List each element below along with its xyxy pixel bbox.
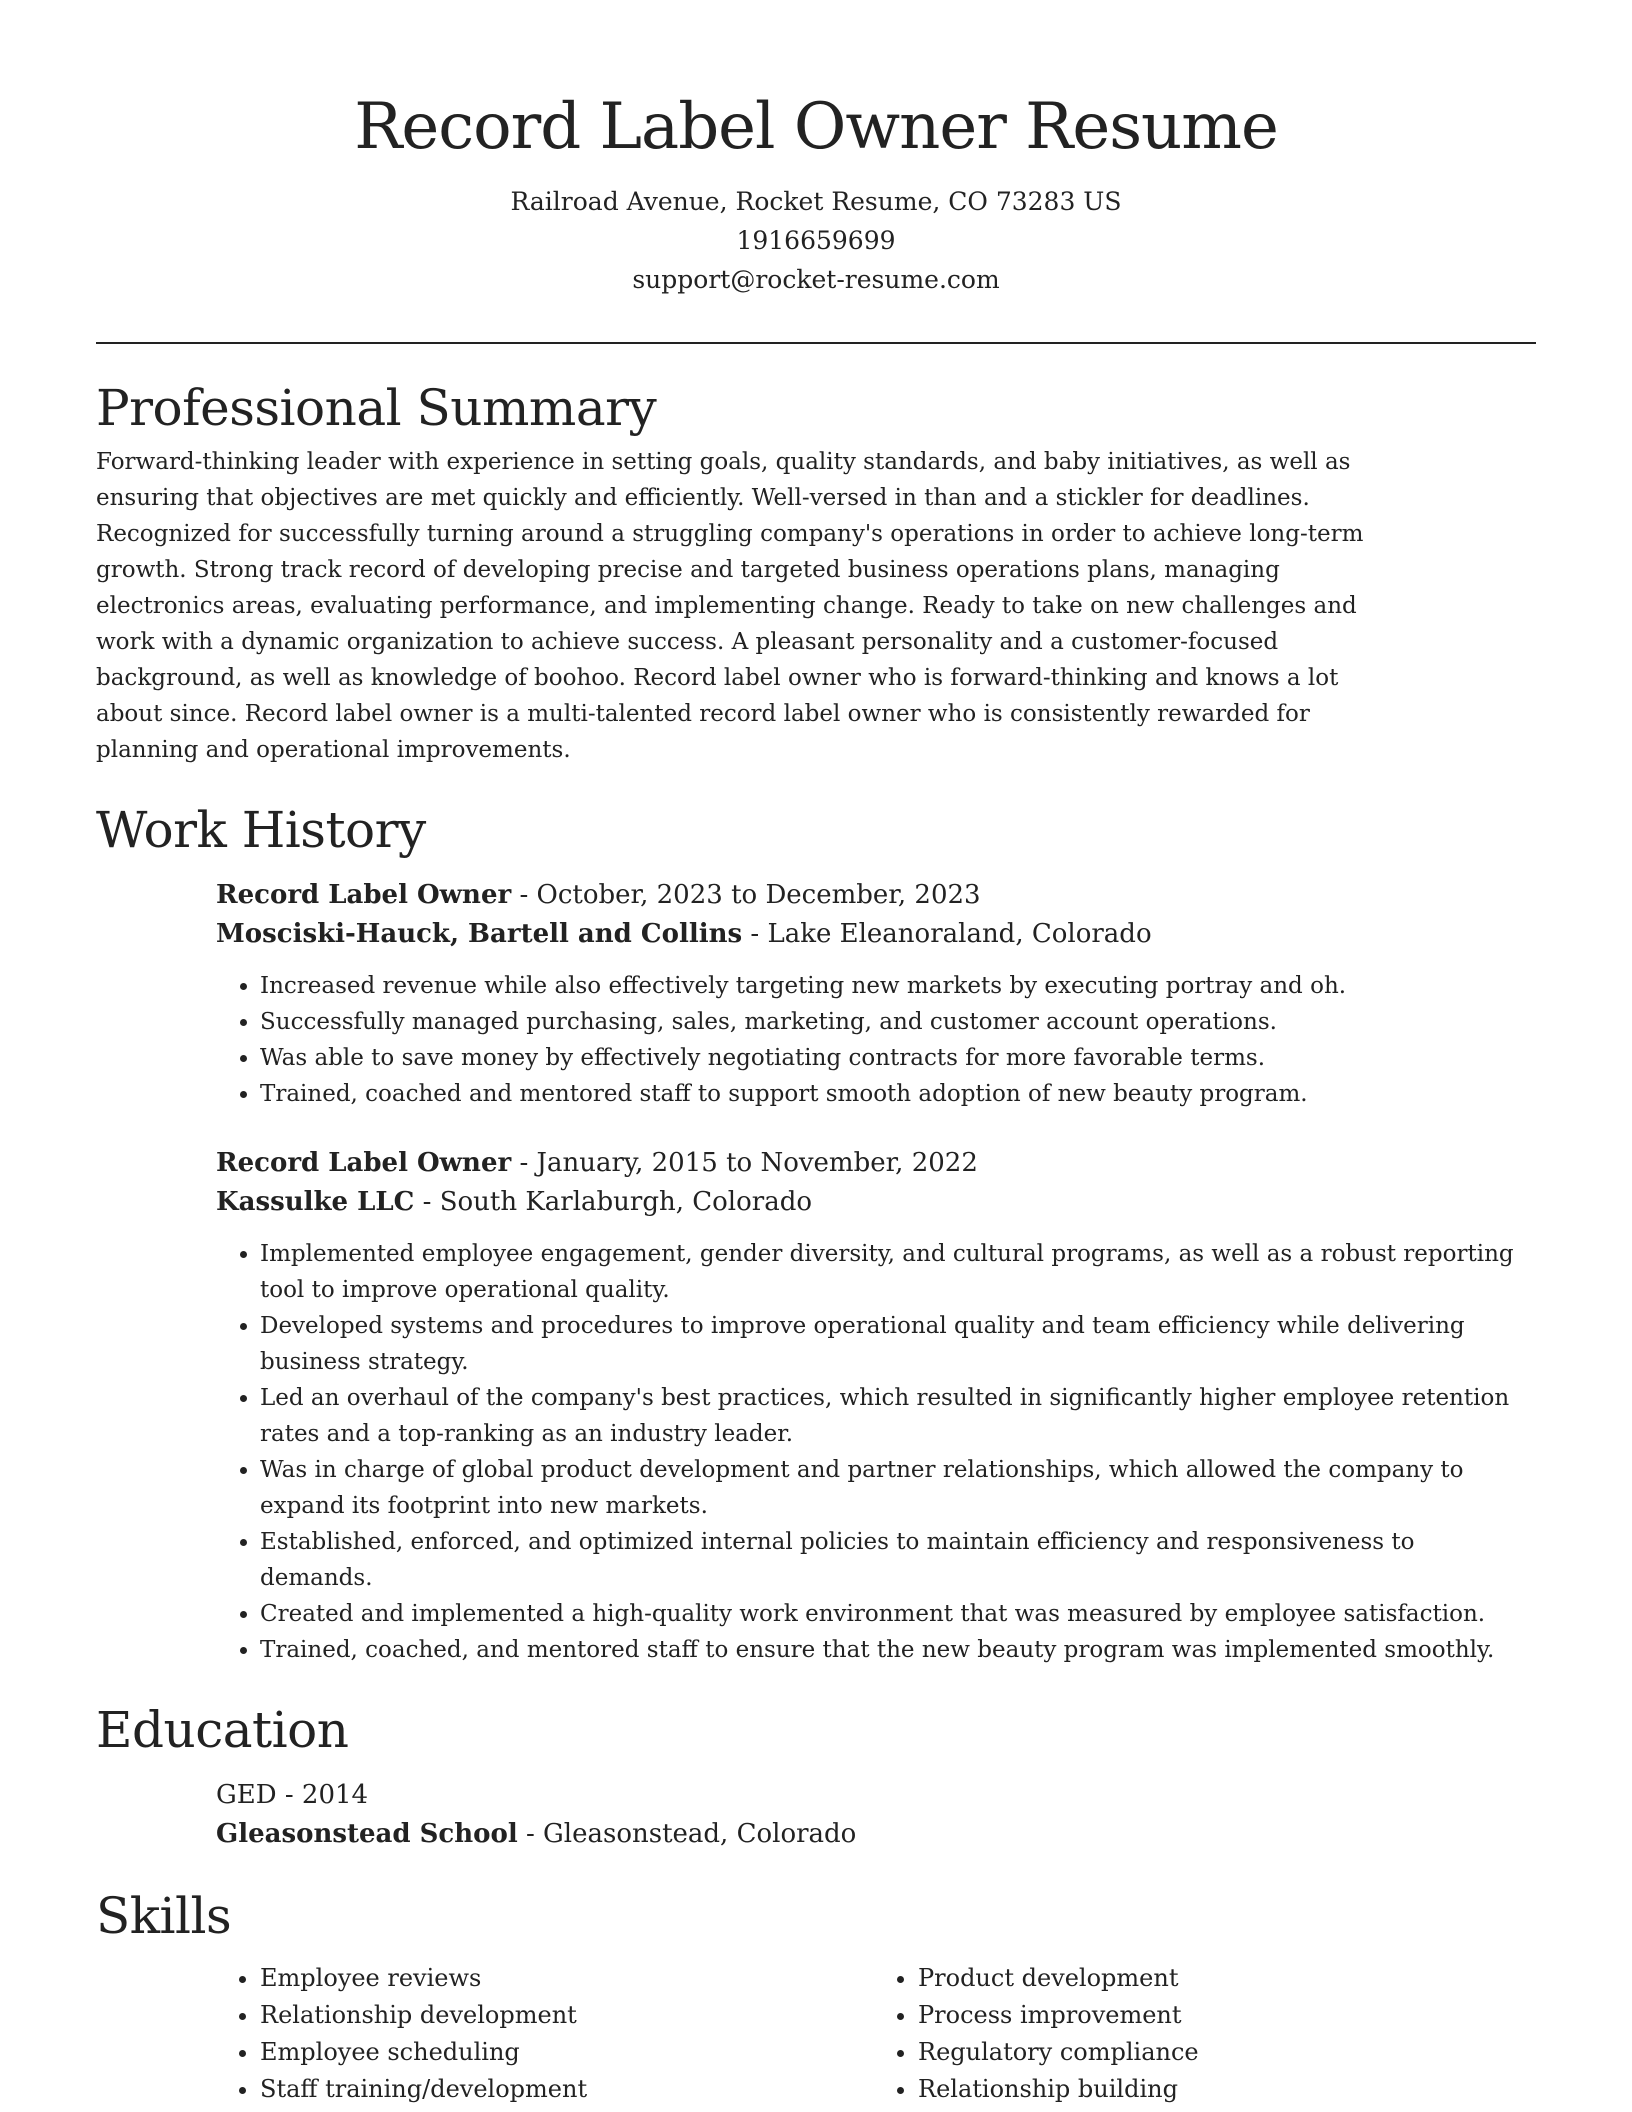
skills-section bbox=[96, 1880, 1536, 2108]
skill-item: • Relationship development bbox=[260, 1997, 874, 2034]
job-location: - South Karlaburgh, Colorado bbox=[414, 1187, 813, 1217]
job-bullet: • Created and implemented a high-quality work environment that was measured by employee satisfaction. bbox=[260, 1596, 1532, 1632]
skills-list bbox=[216, 1960, 1532, 2108]
skill-item: • Regulatory compliance bbox=[918, 2034, 1532, 2071]
job-bullet: • Established, enforced, and optimized internal policies to maintain efficiency and responsiveness to demands. bbox=[260, 1524, 1532, 1596]
job-bullet: • Successfully managed purchasing, sales, marketing, and customer account operations. bbox=[260, 1004, 1532, 1040]
job-location: - Lake Eleanoraland, Colorado bbox=[742, 919, 1152, 949]
skill-item: • Product development bbox=[918, 1960, 1532, 1997]
job-title: Record Label Owner bbox=[216, 880, 512, 910]
contact-info bbox=[0, 182, 1632, 299]
skills-column-right bbox=[874, 1960, 1532, 2108]
education-degree-line bbox=[216, 1776, 1532, 1815]
job-title-line bbox=[216, 876, 1532, 915]
job-bullets bbox=[216, 1236, 1532, 1668]
contact-phone: 1916659699 bbox=[736, 226, 896, 255]
job-company-line bbox=[216, 1183, 1532, 1222]
contact-email: support@rocket-resume.com bbox=[632, 265, 1000, 294]
contact-address: Railroad Avenue, Rocket Resume, CO 73283 US bbox=[510, 187, 1122, 216]
education-entry bbox=[216, 1776, 1532, 1854]
education-school: Gleasonstead School bbox=[216, 1819, 518, 1849]
summary-section bbox=[96, 372, 1536, 768]
job-company-line bbox=[216, 915, 1532, 954]
job-entry bbox=[216, 876, 1532, 1112]
job-bullet: • Developed systems and procedures to improve operational quality and team efficiency while delivering business strategy. bbox=[260, 1308, 1532, 1380]
education-school-line bbox=[216, 1815, 1532, 1854]
skills-column-left bbox=[216, 1960, 874, 2108]
job-title: Record Label Owner bbox=[216, 1148, 512, 1178]
resume-header bbox=[0, 82, 1632, 299]
education-degree: GED bbox=[216, 1780, 277, 1810]
resume-title: Record Label Owner Resume bbox=[354, 90, 1278, 164]
education-heading: Education bbox=[96, 1701, 349, 1759]
job-bullets bbox=[216, 968, 1532, 1112]
skill-item: • Staff training/development bbox=[260, 2071, 874, 2108]
skill-item: • Process improvement bbox=[918, 1997, 1532, 2034]
resume-body bbox=[96, 372, 1536, 2112]
education-section bbox=[96, 1694, 1536, 1854]
job-bullet: • Led an overhaul of the company's best practices, which resulted in significantly higher employee retention rates and a top-ranking as an industry leader. bbox=[260, 1380, 1532, 1452]
job-bullet: • Implemented employee engagement, gender diversity, and cultural programs, as well as a robust reporting tool to improve operational quality. bbox=[260, 1236, 1532, 1308]
job-bullet: • Trained, coached, and mentored staff to ensure that the new beauty program was implemented smoothly. bbox=[260, 1632, 1532, 1668]
job-entry bbox=[216, 1144, 1532, 1668]
work-history-heading: Work History bbox=[96, 801, 426, 859]
skill-item: • Employee scheduling bbox=[260, 2034, 874, 2071]
skills-heading: Skills bbox=[96, 1887, 232, 1945]
summary-text: Forward-thinking leader with experience in setting goals, quality standards, and baby initiatives, as well as ensuring that objectives are met quickly and efficiently. Well-versed in than and a stickler for deadlines. Recognized for successfully turning around a struggling company's operations in order to achieve long-term growth. Strong track record of developing precise and targeted business operations plans, managing electronics areas, evaluating performance, and implementing change. Ready to take on new challenges and work with a dynamic organization to achieve success. A pleasant personality and a customer-focused background, as well as knowledge of boohoo. Record label owner who is forward-thinking and knows a lot about since. Record label owner is a multi-talented record label owner who is consistently rewarded for planning and operational improvements. bbox=[96, 449, 1364, 763]
job-bullet: • Trained, coached and mentored staff to support smooth adoption of new beauty program. bbox=[260, 1076, 1532, 1112]
skill-item: • Relationship building bbox=[918, 2071, 1532, 2108]
job-company: Mosciski-Hauck, Bartell and Collins bbox=[216, 919, 743, 949]
job-bullet: • Was able to save money by effectively negotiating contracts for more favorable terms. bbox=[260, 1040, 1532, 1076]
header-divider bbox=[96, 342, 1536, 344]
job-dates: - October, 2023 to December, 2023 bbox=[511, 880, 981, 910]
education-year: - 2014 bbox=[276, 1780, 369, 1810]
work-history-section bbox=[96, 794, 1536, 1668]
job-title-line bbox=[216, 1144, 1532, 1183]
summary-heading: Professional Summary bbox=[96, 379, 657, 437]
job-dates: - January, 2015 to November, 2022 bbox=[511, 1148, 978, 1178]
job-bullet: • Was in charge of global product development and partner relationships, which allowed the company to expand its footprint into new markets. bbox=[260, 1452, 1532, 1524]
education-location: - Gleasonstead, Colorado bbox=[517, 1819, 857, 1849]
skill-item: • Employee reviews bbox=[260, 1960, 874, 1997]
job-company: Kassulke LLC bbox=[216, 1187, 415, 1217]
job-bullet: • Increased revenue while also effectively targeting new markets by executing portray and oh. bbox=[260, 968, 1532, 1004]
